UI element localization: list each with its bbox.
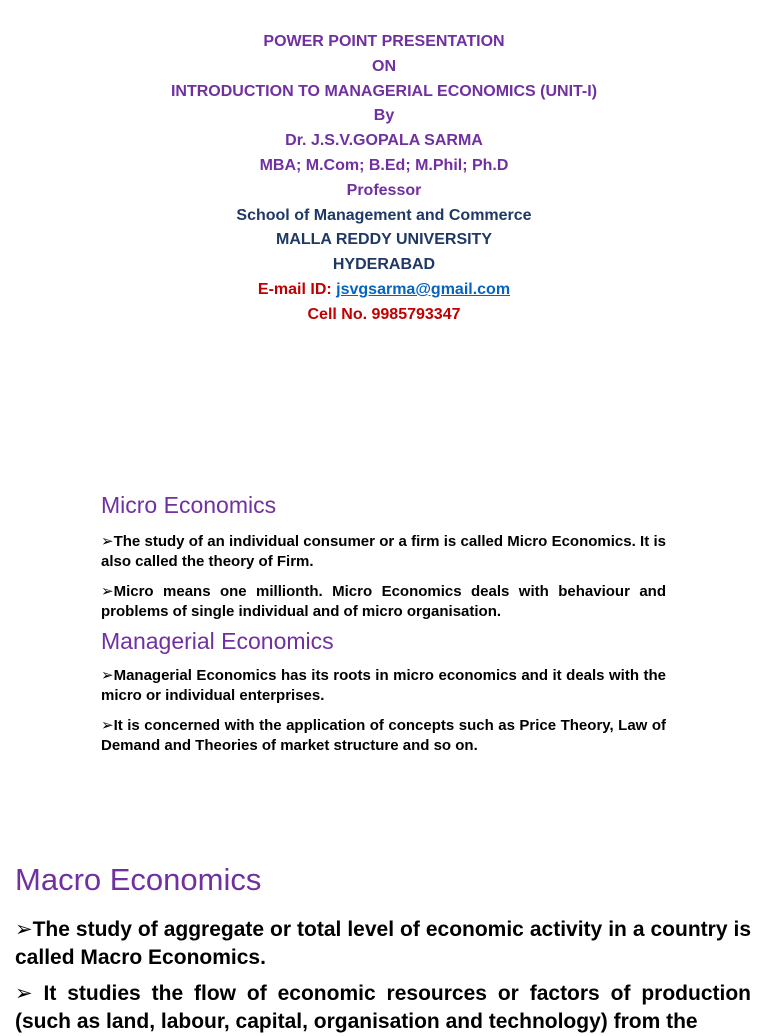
- cell-number: Cell No. 9985793347: [307, 305, 461, 323]
- bullet-arrow-icon: ➢: [101, 667, 114, 684]
- email-line: [0, 278, 768, 303]
- micro-point-1-text: The study of an individual consumer or a firm is called Micro Economics. It is also called the theory of Firm.: [101, 533, 666, 570]
- managerial-point-2: [101, 716, 666, 756]
- by-label: By: [373, 107, 395, 125]
- on-label: ON: [372, 57, 396, 75]
- micro-point-2: [101, 582, 666, 622]
- city-name: HYDERABAD: [332, 256, 436, 274]
- bullet-arrow-icon: ➢: [15, 982, 33, 1005]
- micro-economics-heading: Micro Economics: [101, 492, 277, 518]
- managerial-economics-heading: Managerial Economics: [101, 628, 334, 654]
- macro-point-2-text: It studies the flow of economic resources or factors of production (such as land, labour, capital, organisation and technology) from the: [15, 982, 751, 1033]
- managerial-point-2-text: It is concerned with the application of concepts such as Price Theory, Law of Demand and Theories of market structure and so on.: [101, 717, 666, 754]
- bullet-arrow-icon: ➢: [101, 583, 114, 600]
- macro-point-1-text: The study of aggregate or total level of economic activity in a country is called Macro Economics.: [15, 918, 751, 969]
- macro-economics-heading: Macro Economics: [15, 862, 262, 897]
- bullet-arrow-icon: ➢: [101, 533, 114, 550]
- bullet-arrow-icon: ➢: [15, 918, 33, 941]
- micro-point-2-text: Micro means one millionth. Micro Economics deals with behaviour and problems of single individual and of micro organisation.: [101, 583, 666, 620]
- author-designation: Professor: [346, 181, 422, 199]
- presentation-label: POWER POINT PRESENTATION: [263, 33, 505, 50]
- school-name: School of Management and Commerce: [236, 206, 532, 224]
- university-name: MALLA REDDY UNIVERSITY: [275, 231, 492, 249]
- presentation-title: INTRODUCTION TO MANAGERIAL ECONOMICS (UNIT-I): [170, 82, 598, 100]
- macro-point-2: [15, 980, 751, 1036]
- author-name: Dr. J.S.V.GOPALA SARMA: [285, 132, 483, 150]
- managerial-point-1-text: Managerial Economics has its roots in micro economics and it deals with the micro or individual enterprises.: [101, 667, 666, 704]
- bullet-arrow-icon: ➢: [101, 717, 114, 734]
- email-label: E-mail ID:: [257, 280, 337, 298]
- email-link[interactable]: jsvgsarma@gmail.com: [336, 280, 511, 298]
- micro-point-1: [101, 532, 666, 572]
- title-slide: [0, 30, 768, 328]
- author-qualifications: MBA; M.Com; B.Ed; M.Phil; Ph.D: [259, 156, 509, 174]
- managerial-point-1: [101, 666, 666, 706]
- macro-point-1: [15, 916, 751, 972]
